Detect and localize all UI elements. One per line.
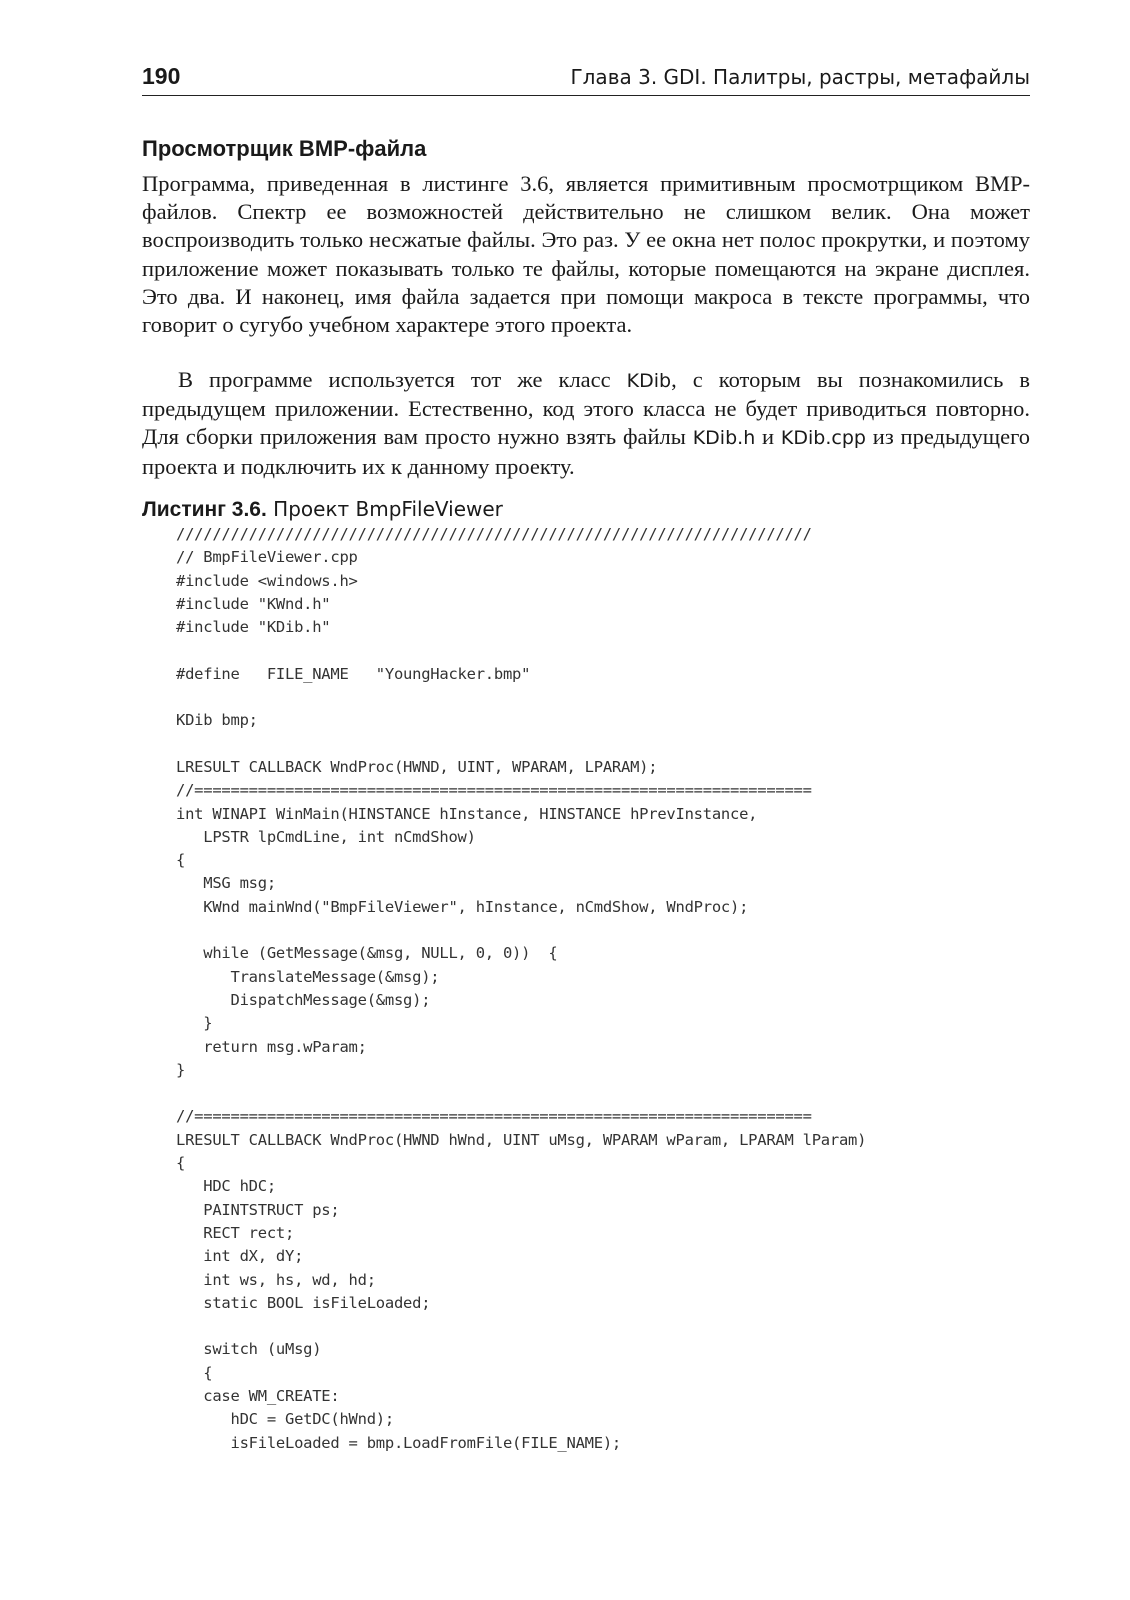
- code-line: [176, 686, 866, 709]
- code-line: RECT rect;: [176, 1223, 295, 1242]
- code-line: DispatchMessage(&msg);: [176, 990, 431, 1009]
- code-line: #include <windows.h>: [176, 571, 358, 590]
- code-line: #include "KWnd.h": [176, 594, 331, 613]
- code-line: isFileLoaded = bmp.LoadFromFile(FILE_NAME);: [176, 1433, 622, 1452]
- inline-code-header-file: KDib.h: [692, 427, 756, 450]
- listing-title: Проект BmpFileViewer: [273, 497, 503, 521]
- code-line: [176, 639, 866, 662]
- code-line: HDC hDC;: [176, 1177, 276, 1196]
- code-line: {: [176, 1154, 186, 1173]
- code-line: {: [176, 1363, 213, 1382]
- code-line: {: [176, 851, 186, 870]
- code-line: int ws, hs, wd, hd;: [176, 1270, 376, 1289]
- code-line: static BOOL isFileLoaded;: [176, 1293, 431, 1312]
- running-head: Глава 3. GDI. Палитры, растры, метафайлы: [570, 65, 1030, 89]
- code-line: while (GetMessage(&msg, NULL, 0, 0)) {: [176, 944, 558, 963]
- code-line: }: [176, 1060, 186, 1079]
- paragraph-text: из предыдущего проекта и подключить их к данному проекту.: [142, 424, 1031, 479]
- paragraph-text: , с которым вы познакомились в предыдущем приложении. Естественно, код этого класса не будет приводиться повторно. Для сборки приложения вам просто нужно взять файлы: [142, 367, 1030, 450]
- code-line: [176, 919, 866, 942]
- code-line: [176, 733, 866, 756]
- code-line: PAINTSTRUCT ps;: [176, 1200, 340, 1219]
- paragraph-text: В программе используется тот же класс: [178, 367, 627, 392]
- code-line: [176, 1082, 866, 1105]
- code-line: case WM_CREATE:: [176, 1386, 340, 1405]
- code-listing: [176, 523, 866, 1455]
- page-number: 190: [142, 63, 181, 89]
- code-line: int dX, dY;: [176, 1247, 304, 1266]
- code-line: #include "KDib.h": [176, 618, 331, 637]
- code-line: LPSTR lpCmdLine, int nCmdShow): [176, 827, 476, 846]
- inline-code-class: KDib: [626, 370, 672, 392]
- code-line: //====================================================================: [176, 781, 812, 800]
- paragraph-kdib: [142, 366, 1030, 481]
- paragraph-text: и: [755, 424, 781, 450]
- code-line: //////////////////////////////////////////////////////////////////////: [176, 525, 812, 543]
- code-line: #define FILE_NAME "YoungHacker.bmp": [176, 664, 531, 683]
- code-line: KDib bmp;: [176, 711, 258, 730]
- code-line: MSG msg;: [176, 874, 276, 893]
- code-line: }: [176, 1014, 213, 1033]
- code-line: KWnd mainWnd("BmpFileViewer", hInstance, nCmdShow, WndProc);: [176, 897, 749, 916]
- code-line: switch (uMsg): [176, 1340, 322, 1359]
- code-line: [176, 1315, 866, 1338]
- code-line: LRESULT CALLBACK WndProc(HWND, UINT, WPARAM, LPARAM);: [176, 757, 658, 776]
- section-title: Просмотрщик BMP-файла: [142, 136, 427, 161]
- code-line: hDC = GetDC(hWnd);: [176, 1410, 394, 1429]
- code-line: //====================================================================: [176, 1107, 812, 1126]
- listing-label: Листинг 3.6.: [142, 498, 267, 521]
- listing-caption: [142, 497, 503, 522]
- code-line: int WINAPI WinMain(HINSTANCE hInstance, HINSTANCE hPrevInstance,: [176, 804, 758, 823]
- code-line: return msg.wParam;: [176, 1037, 367, 1056]
- header-rule: [142, 95, 1030, 96]
- code-line: LRESULT CALLBACK WndProc(HWND hWnd, UINT uMsg, WPARAM wParam, LPARAM lParam): [176, 1130, 867, 1149]
- inline-code-source-file: KDib.cpp: [780, 427, 866, 450]
- code-line: TranslateMessage(&msg);: [176, 967, 440, 986]
- code-line: // BmpFileViewer.cpp: [176, 548, 358, 567]
- paragraph-intro: Программа, приведенная в листинге 3.6, является примитивным просмотрщиком BMP-файлов. Спектр ее возможностей действительно не слишком велик. Она может воспроизводить только несжатые файлы. Это раз. У ее окна нет полос прокрутки, и поэтому приложение может показывать только те файлы, которые помещаются на экране дисплея. Это два. И наконец, имя файла задается при помощи макроса в тексте программы, что говорит о сугубо учебном характере этого проекта.: [142, 171, 1030, 338]
